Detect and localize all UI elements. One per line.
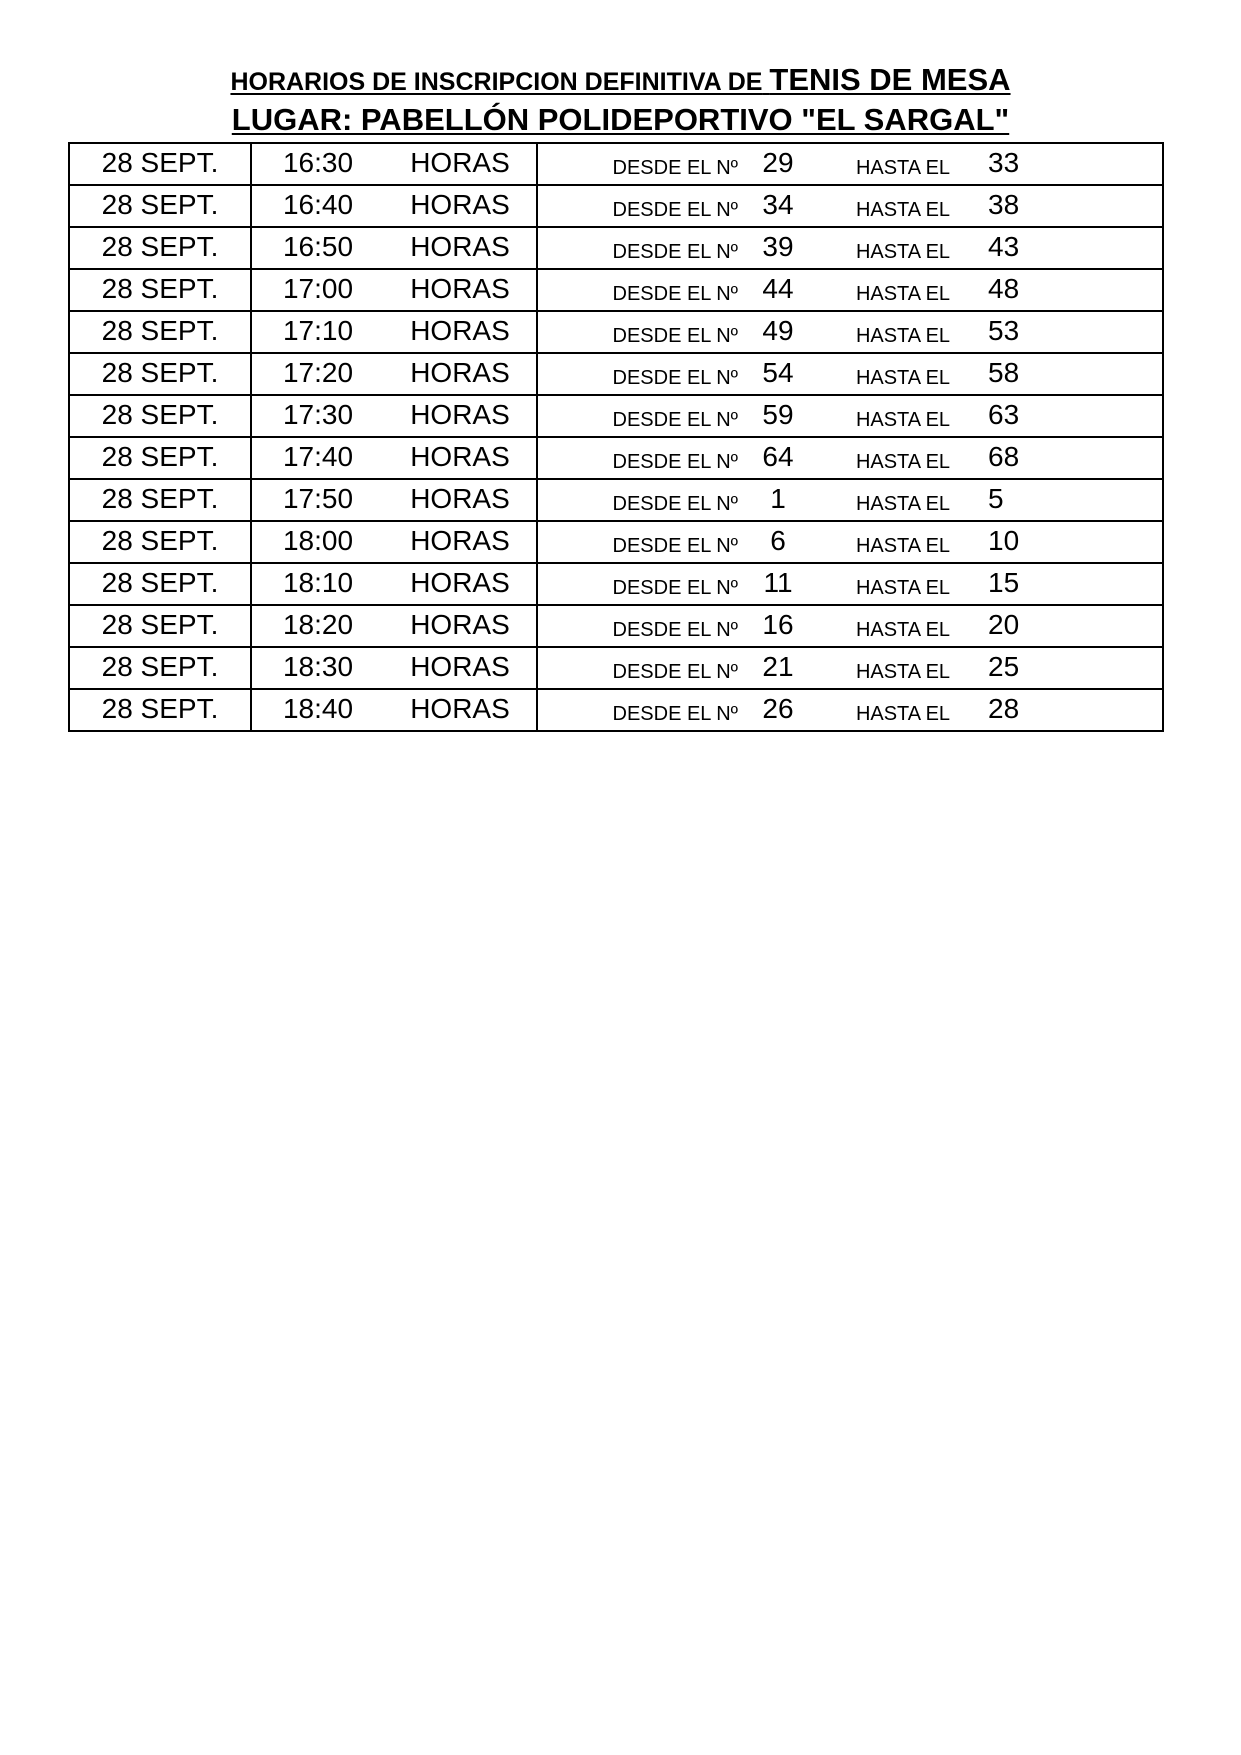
from-number-cell bbox=[738, 353, 818, 395]
time-cell-text: 18:00 bbox=[282, 525, 354, 556]
to-number-cell bbox=[988, 395, 1163, 437]
date-cell bbox=[69, 353, 251, 395]
date-cell-text: 28 SEPT. bbox=[101, 231, 219, 262]
to-number-cell bbox=[988, 227, 1163, 269]
hours-label-cell bbox=[384, 563, 537, 605]
to-label-cell bbox=[818, 353, 988, 395]
hours-label-cell-text: HORAS bbox=[410, 567, 510, 598]
time-cell-text: 17:40 bbox=[282, 441, 354, 472]
table-row bbox=[69, 563, 1163, 605]
table-row bbox=[69, 185, 1163, 227]
date-cell-text: 28 SEPT. bbox=[101, 399, 219, 430]
from-label-cell bbox=[537, 269, 738, 311]
time-cell-text: 16:30 bbox=[282, 147, 354, 178]
table-row bbox=[69, 269, 1163, 311]
to-label-cell bbox=[818, 437, 988, 479]
to-number-cell bbox=[988, 689, 1163, 731]
hours-label-cell-text: HORAS bbox=[410, 483, 510, 514]
date-cell-text: 28 SEPT. bbox=[101, 147, 219, 178]
hours-label-cell-text: HORAS bbox=[410, 651, 510, 682]
to-label-cell-text: HASTA EL bbox=[855, 408, 951, 431]
table-row bbox=[69, 353, 1163, 395]
to-number-cell bbox=[988, 605, 1163, 647]
from-label-cell-text: DESDE EL Nº bbox=[612, 618, 738, 641]
table-row bbox=[69, 647, 1163, 689]
date-cell-text: 28 SEPT. bbox=[101, 189, 219, 220]
from-number-cell bbox=[738, 521, 818, 563]
to-number-cell bbox=[988, 563, 1163, 605]
from-number-cell bbox=[738, 563, 818, 605]
from-number-cell bbox=[738, 395, 818, 437]
date-cell bbox=[69, 395, 251, 437]
to-label-cell-text: HASTA EL bbox=[855, 156, 951, 179]
to-number-cell-text: 43 bbox=[988, 231, 1020, 262]
to-number-cell bbox=[988, 269, 1163, 311]
table-row bbox=[69, 689, 1163, 731]
hours-label-cell-text: HORAS bbox=[410, 525, 510, 556]
from-label-cell bbox=[537, 521, 738, 563]
date-cell-text: 28 SEPT. bbox=[101, 357, 219, 388]
time-cell-text: 17:30 bbox=[282, 399, 354, 430]
to-label-cell bbox=[818, 269, 988, 311]
time-cell bbox=[251, 353, 384, 395]
time-cell bbox=[251, 605, 384, 647]
from-label-cell-text: DESDE EL Nº bbox=[612, 156, 738, 179]
from-label-cell-text: DESDE EL Nº bbox=[612, 492, 738, 515]
from-label-cell-text: DESDE EL Nº bbox=[612, 198, 738, 221]
to-number-cell-text: 38 bbox=[988, 189, 1020, 220]
time-cell-text: 17:00 bbox=[282, 273, 354, 304]
from-label-cell bbox=[537, 311, 738, 353]
to-label-cell-text: HASTA EL bbox=[855, 450, 951, 473]
to-label-cell-text: HASTA EL bbox=[855, 282, 951, 305]
from-label-cell bbox=[537, 647, 738, 689]
to-number-cell bbox=[988, 143, 1163, 185]
from-label-cell bbox=[537, 605, 738, 647]
hours-label-cell bbox=[384, 143, 537, 185]
schedule-body bbox=[69, 143, 1163, 731]
date-cell-text: 28 SEPT. bbox=[101, 525, 219, 556]
time-cell bbox=[251, 647, 384, 689]
from-number-cell-text: 54 bbox=[762, 357, 794, 388]
to-label-cell bbox=[818, 395, 988, 437]
time-cell-text: 17:20 bbox=[282, 357, 354, 388]
date-cell-text: 28 SEPT. bbox=[101, 315, 219, 346]
date-cell bbox=[69, 437, 251, 479]
time-cell bbox=[251, 185, 384, 227]
time-cell bbox=[251, 479, 384, 521]
from-number-cell-text: 26 bbox=[762, 693, 794, 724]
from-number-cell bbox=[738, 479, 818, 521]
from-number-cell-text: 39 bbox=[762, 231, 794, 262]
time-cell bbox=[251, 395, 384, 437]
from-label-cell-text: DESDE EL Nº bbox=[612, 450, 738, 473]
hours-label-cell bbox=[384, 521, 537, 563]
from-number-cell bbox=[738, 689, 818, 731]
to-number-cell bbox=[988, 437, 1163, 479]
time-cell-text: 17:50 bbox=[282, 483, 354, 514]
to-label-cell-text: HASTA EL bbox=[855, 198, 951, 221]
from-number-cell-text: 59 bbox=[762, 399, 794, 430]
time-cell-text: 18:10 bbox=[282, 567, 354, 598]
hours-label-cell-text: HORAS bbox=[410, 273, 510, 304]
date-cell bbox=[69, 605, 251, 647]
table-row bbox=[69, 437, 1163, 479]
to-label-cell-text: HASTA EL bbox=[855, 492, 951, 515]
from-number-cell-text: 29 bbox=[762, 147, 794, 178]
title-sport: TENIS DE MESA bbox=[769, 62, 1011, 97]
to-number-cell bbox=[988, 353, 1163, 395]
date-cell bbox=[69, 647, 251, 689]
hours-label-cell-text: HORAS bbox=[410, 399, 510, 430]
to-number-cell-text: 63 bbox=[988, 399, 1020, 430]
from-label-cell-text: DESDE EL Nº bbox=[612, 702, 738, 725]
time-cell-text: 18:40 bbox=[282, 693, 354, 724]
to-label-cell bbox=[818, 689, 988, 731]
from-label-cell-text: DESDE EL Nº bbox=[612, 408, 738, 431]
time-cell-text: 18:20 bbox=[282, 609, 354, 640]
to-label-cell bbox=[818, 143, 988, 185]
from-number-cell-text: 64 bbox=[762, 441, 794, 472]
from-number-cell-text: 34 bbox=[762, 189, 794, 220]
title-prefix: HORARIOS DE INSCRIPCION DEFINITIVA DE bbox=[230, 68, 763, 96]
from-label-cell bbox=[537, 437, 738, 479]
table-row bbox=[69, 479, 1163, 521]
from-label-cell-text: DESDE EL Nº bbox=[612, 534, 738, 557]
hours-label-cell-text: HORAS bbox=[410, 441, 510, 472]
date-cell-text: 28 SEPT. bbox=[101, 273, 219, 304]
hours-label-cell-text: HORAS bbox=[410, 231, 510, 262]
table-row bbox=[69, 395, 1163, 437]
hours-label-cell bbox=[384, 185, 537, 227]
from-number-cell bbox=[738, 269, 818, 311]
date-cell-text: 28 SEPT. bbox=[101, 441, 219, 472]
table-row bbox=[69, 605, 1163, 647]
date-cell bbox=[69, 479, 251, 521]
to-number-cell bbox=[988, 521, 1163, 563]
from-number-cell bbox=[738, 311, 818, 353]
to-label-cell bbox=[818, 185, 988, 227]
from-number-cell-text: 1 bbox=[770, 483, 786, 514]
document-title bbox=[0, 60, 1241, 102]
date-cell bbox=[69, 269, 251, 311]
from-label-cell-text: DESDE EL Nº bbox=[612, 660, 738, 683]
time-cell bbox=[251, 311, 384, 353]
to-number-cell-text: 58 bbox=[988, 357, 1020, 388]
time-cell bbox=[251, 437, 384, 479]
to-label-cell bbox=[818, 479, 988, 521]
time-cell bbox=[251, 689, 384, 731]
hours-label-cell bbox=[384, 479, 537, 521]
to-number-cell-text: 68 bbox=[988, 441, 1020, 472]
to-number-cell-text: 15 bbox=[988, 567, 1020, 598]
schedule-table bbox=[68, 142, 1164, 732]
from-label-cell bbox=[537, 563, 738, 605]
to-label-cell-text: HASTA EL bbox=[855, 366, 951, 389]
from-number-cell bbox=[738, 437, 818, 479]
from-label-cell-text: DESDE EL Nº bbox=[612, 240, 738, 263]
time-cell bbox=[251, 143, 384, 185]
from-number-cell bbox=[738, 227, 818, 269]
date-cell bbox=[69, 185, 251, 227]
to-label-cell-text: HASTA EL bbox=[855, 324, 951, 347]
date-cell-text: 28 SEPT. bbox=[101, 567, 219, 598]
to-number-cell bbox=[988, 185, 1163, 227]
from-number-cell bbox=[738, 647, 818, 689]
from-number-cell bbox=[738, 185, 818, 227]
to-number-cell-text: 10 bbox=[988, 525, 1020, 556]
from-number-cell-text: 11 bbox=[763, 567, 793, 598]
from-number-cell bbox=[738, 605, 818, 647]
from-label-cell bbox=[537, 143, 738, 185]
hours-label-cell-text: HORAS bbox=[410, 357, 510, 388]
time-cell-text: 16:50 bbox=[282, 231, 354, 262]
from-label-cell-text: DESDE EL Nº bbox=[612, 576, 738, 599]
from-number-cell bbox=[738, 143, 818, 185]
hours-label-cell-text: HORAS bbox=[410, 147, 510, 178]
date-cell bbox=[69, 227, 251, 269]
hours-label-cell bbox=[384, 353, 537, 395]
from-label-cell bbox=[537, 353, 738, 395]
to-number-cell-text: 53 bbox=[988, 315, 1020, 346]
to-label-cell-text: HASTA EL bbox=[855, 576, 951, 599]
to-label-cell bbox=[818, 605, 988, 647]
hours-label-cell bbox=[384, 395, 537, 437]
date-cell-text: 28 SEPT. bbox=[101, 609, 219, 640]
to-number-cell bbox=[988, 479, 1163, 521]
time-cell bbox=[251, 227, 384, 269]
from-number-cell-text: 16 bbox=[762, 609, 794, 640]
from-number-cell-text: 44 bbox=[762, 273, 794, 304]
table-row bbox=[69, 521, 1163, 563]
to-label-cell-text: HASTA EL bbox=[855, 618, 951, 641]
to-label-cell bbox=[818, 521, 988, 563]
to-number-cell-text: 25 bbox=[988, 651, 1020, 682]
date-cell bbox=[69, 689, 251, 731]
time-cell bbox=[251, 269, 384, 311]
hours-label-cell bbox=[384, 269, 537, 311]
from-label-cell-text: DESDE EL Nº bbox=[612, 324, 738, 347]
to-label-cell-text: HASTA EL bbox=[855, 702, 951, 725]
time-cell-text: 18:30 bbox=[282, 651, 354, 682]
to-number-cell-text: 28 bbox=[988, 693, 1020, 724]
from-label-cell-text: DESDE EL Nº bbox=[612, 282, 738, 305]
to-label-cell-text: HASTA EL bbox=[855, 660, 951, 683]
to-number-cell-text: 33 bbox=[988, 147, 1020, 178]
to-number-cell-text: 48 bbox=[988, 273, 1020, 304]
to-number-cell bbox=[988, 647, 1163, 689]
to-label-cell bbox=[818, 563, 988, 605]
from-label-cell bbox=[537, 227, 738, 269]
from-number-cell-text: 49 bbox=[762, 315, 794, 346]
hours-label-cell bbox=[384, 437, 537, 479]
date-cell bbox=[69, 563, 251, 605]
hours-label-cell bbox=[384, 311, 537, 353]
to-label-cell-text: HASTA EL bbox=[855, 534, 951, 557]
hours-label-cell bbox=[384, 689, 537, 731]
time-cell-text: 16:40 bbox=[282, 189, 354, 220]
date-cell-text: 28 SEPT. bbox=[101, 693, 219, 724]
table-row bbox=[69, 311, 1163, 353]
hours-label-cell bbox=[384, 647, 537, 689]
hours-label-cell-text: HORAS bbox=[410, 609, 510, 640]
hours-label-cell bbox=[384, 227, 537, 269]
from-number-cell-text: 21 bbox=[762, 651, 794, 682]
date-cell bbox=[69, 143, 251, 185]
from-label-cell bbox=[537, 185, 738, 227]
date-cell bbox=[69, 521, 251, 563]
hours-label-cell-text: HORAS bbox=[410, 315, 510, 346]
to-label-cell bbox=[818, 227, 988, 269]
to-label-cell-text: HASTA EL bbox=[855, 240, 951, 263]
from-number-cell-text: 6 bbox=[770, 525, 786, 556]
time-cell bbox=[251, 521, 384, 563]
to-number-cell-text: 20 bbox=[988, 609, 1020, 640]
date-cell bbox=[69, 311, 251, 353]
venue-line: LUGAR: PABELLÓN POLIDEPORTIVO "EL SARGAL" bbox=[231, 102, 1010, 137]
from-label-cell bbox=[537, 479, 738, 521]
to-number-cell-text: 5 bbox=[988, 483, 1004, 514]
hours-label-cell-text: HORAS bbox=[410, 693, 510, 724]
to-label-cell bbox=[818, 647, 988, 689]
from-label-cell-text: DESDE EL Nº bbox=[612, 366, 738, 389]
to-label-cell bbox=[818, 311, 988, 353]
hours-label-cell bbox=[384, 605, 537, 647]
date-cell-text: 28 SEPT. bbox=[101, 483, 219, 514]
date-cell-text: 28 SEPT. bbox=[101, 651, 219, 682]
table-row bbox=[69, 227, 1163, 269]
to-number-cell bbox=[988, 311, 1163, 353]
from-label-cell bbox=[537, 689, 738, 731]
time-cell bbox=[251, 563, 384, 605]
time-cell-text: 17:10 bbox=[282, 315, 354, 346]
table-row bbox=[69, 143, 1163, 185]
hours-label-cell-text: HORAS bbox=[410, 189, 510, 220]
from-label-cell bbox=[537, 395, 738, 437]
